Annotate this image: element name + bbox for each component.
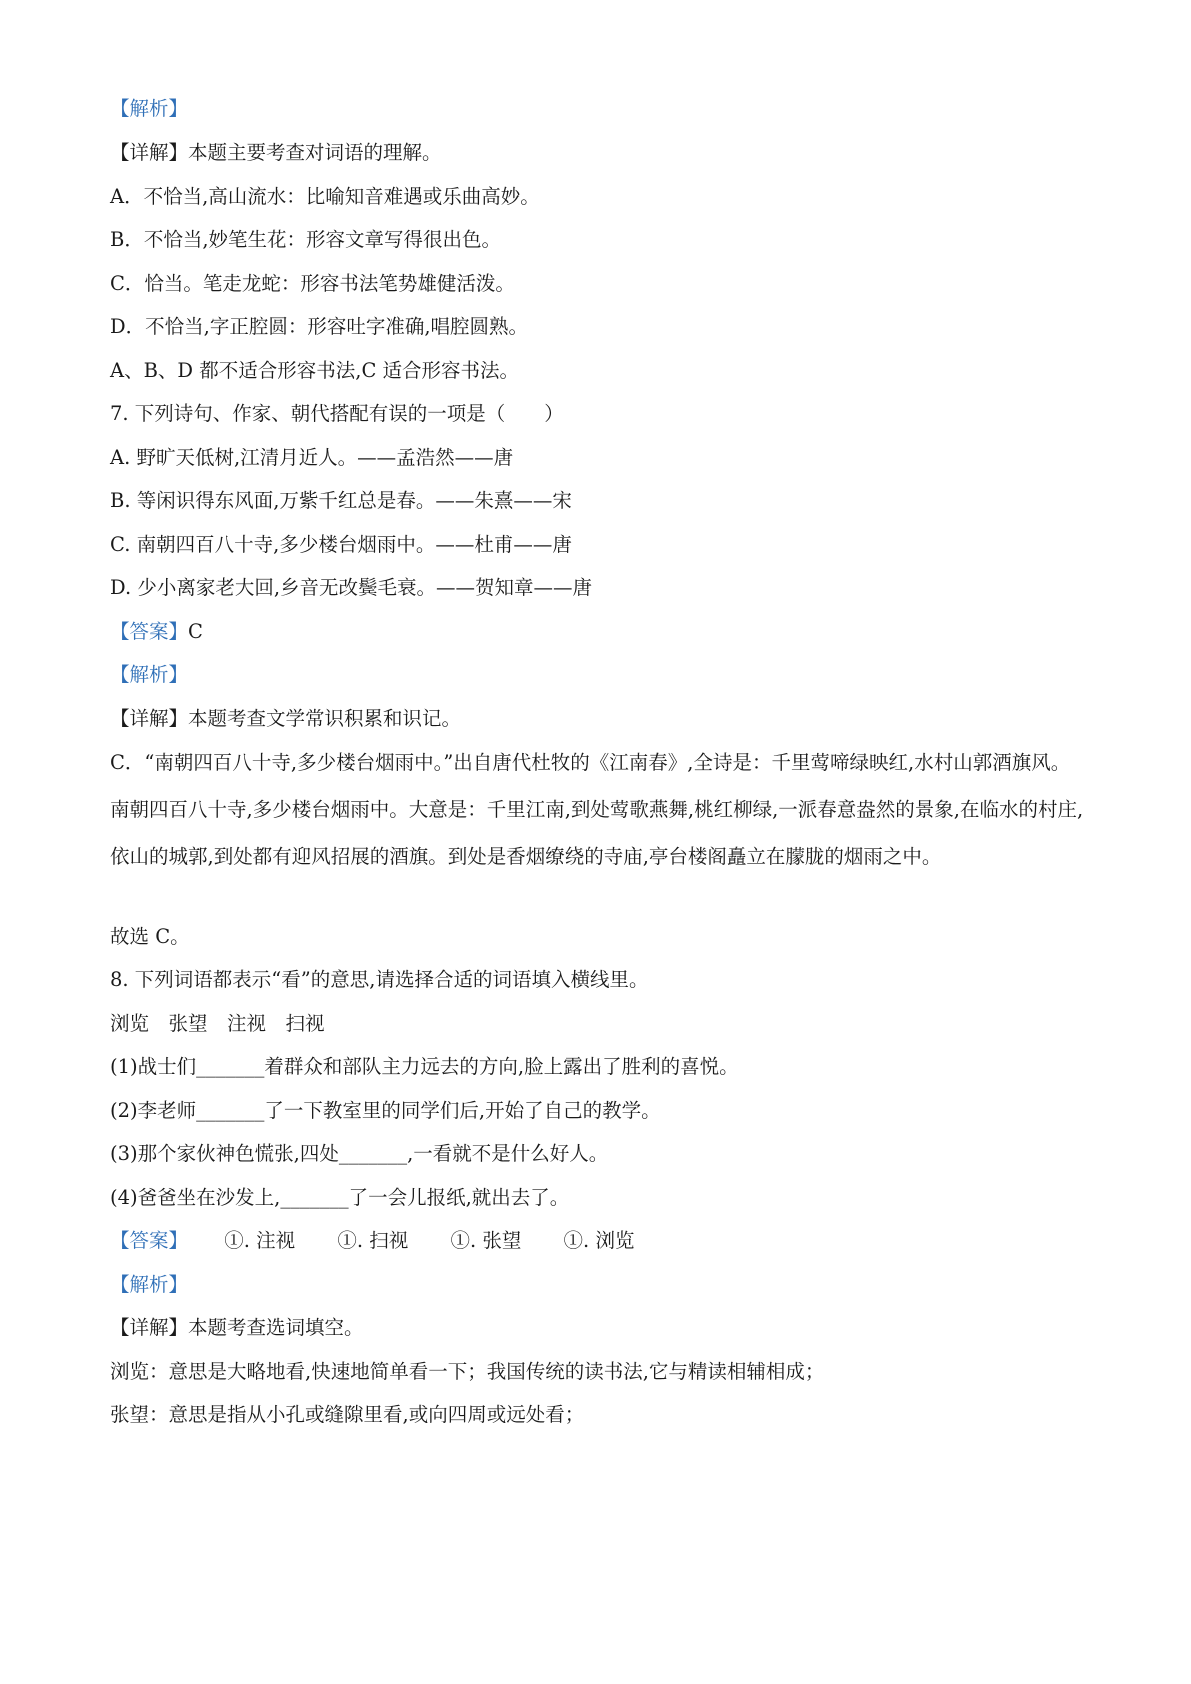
analysis-tag: 【解析】 <box>110 97 189 120</box>
option-explanation-b: B．不恰当,妙笔生花：形容文章写得很出色。 <box>110 228 502 251</box>
detail-text: 本题考查选词填空。 <box>188 1316 364 1339</box>
summary-line: A、B、D 都不适合形容书法,C 适合形容书法。 <box>110 359 520 382</box>
detail-line <box>110 139 1090 167</box>
answer-line <box>110 618 1090 646</box>
answer-line <box>110 1227 1090 1255</box>
detail-tag: 【详解】 <box>110 1316 189 1339</box>
answer-item-1: ①. 注视 <box>224 1229 296 1252</box>
question-7-option-d: D. 少小离家老大回,乡音无改鬓毛衰。——贺知章——唐 <box>110 576 593 599</box>
definition-zhangwang: 张望：意思是指从小孔或缝隙里看,或向四周或远处看； <box>110 1403 585 1426</box>
answer-item-4: ①. 浏览 <box>563 1229 635 1252</box>
question-7: 7. 下列诗句、作家、朝代搭配有误的一项是（ ） <box>110 402 564 425</box>
word-bank: 浏览 张望 注视 扫视 <box>110 1012 325 1035</box>
definition-liulan: 浏览：意思是大略地看,快速地简单看一下；我国传统的读书法,它与精读相辅相成； <box>110 1360 825 1383</box>
answer-tag: 【答案】 <box>110 1229 189 1252</box>
detail-tag: 【详解】 <box>110 707 189 730</box>
analysis-tag: 【解析】 <box>110 663 189 686</box>
option-explanation-a: A．不恰当,高山流水：比喻知音难遇或乐曲高妙。 <box>110 185 540 208</box>
question-7-option-c: C. 南朝四百八十寺,多少楼台烟雨中。——杜甫——唐 <box>110 533 572 556</box>
question-7-option-a: A. 野旷天低树,江清月近人。——孟浩然——唐 <box>110 446 514 469</box>
option-explanation-d: D．不恰当,字正腔圆：形容吐字准确,唱腔圆熟。 <box>110 315 529 338</box>
analysis-tag: 【解析】 <box>110 1273 189 1296</box>
question-8-item-1: (1)战士们_______着群众和部队主力远去的方向,脸上露出了胜利的喜悦。 <box>110 1055 739 1078</box>
detail-line <box>110 1314 1090 1342</box>
answer-item-2: ①. 扫视 <box>337 1229 409 1252</box>
detail-text: 本题考查文学常识积累和识记。 <box>188 707 462 730</box>
option-explanation-c: C．恰当。笔走龙蛇：形容书法笔势雄健活泼。 <box>110 272 515 295</box>
question-8-item-2: (2)李老师_______了一下教室里的同学们后,开始了自己的教学。 <box>110 1099 661 1122</box>
detail-text: 本题主要考查对词语的理解。 <box>188 141 442 164</box>
detail-line <box>110 705 1090 733</box>
poem-explanation-paragraph: C．“南朝四百八十寺,多少楼台烟雨中。”出自唐代杜牧的《江南春》,全诗是：千里莺啼绿映红,水村山郭酒旗风。南朝四百八十寺,多少楼台烟雨中。大意是：千里江南,到处莺歌燕舞,桃红柳绿,一派春意盎然的景象,在临水的村庄,依山的城郭,到处都有迎风招展的酒旗。到处是香烟缭绕的寺庙,亭台楼阁矗立在朦胧的烟雨之中。 <box>110 751 1084 868</box>
question-8: 8. 下列词语都表示“看”的意思,请选择合适的词语填入横线里。 <box>110 968 649 991</box>
analysis-heading <box>110 661 1090 689</box>
analysis-heading <box>110 1271 1090 1299</box>
detail-tag: 【详解】 <box>110 141 189 164</box>
question-8-item-4: (4)爸爸坐在沙发上,_______了一会儿报纸,就出去了。 <box>110 1186 570 1209</box>
question-7-option-b: B. 等闲识得东风面,万紫千红总是春。——朱熹——宋 <box>110 489 572 512</box>
question-8-item-3: (3)那个家伙神色慌张,四处_______,一看就不是什么好人。 <box>110 1142 609 1165</box>
answer-tag: 【答案】 <box>110 620 189 643</box>
answer-item-3: ①. 张望 <box>450 1229 522 1252</box>
answer-text: C <box>188 620 203 643</box>
conclusion-line: 故选 C。 <box>110 925 190 948</box>
analysis-heading <box>110 95 1090 123</box>
